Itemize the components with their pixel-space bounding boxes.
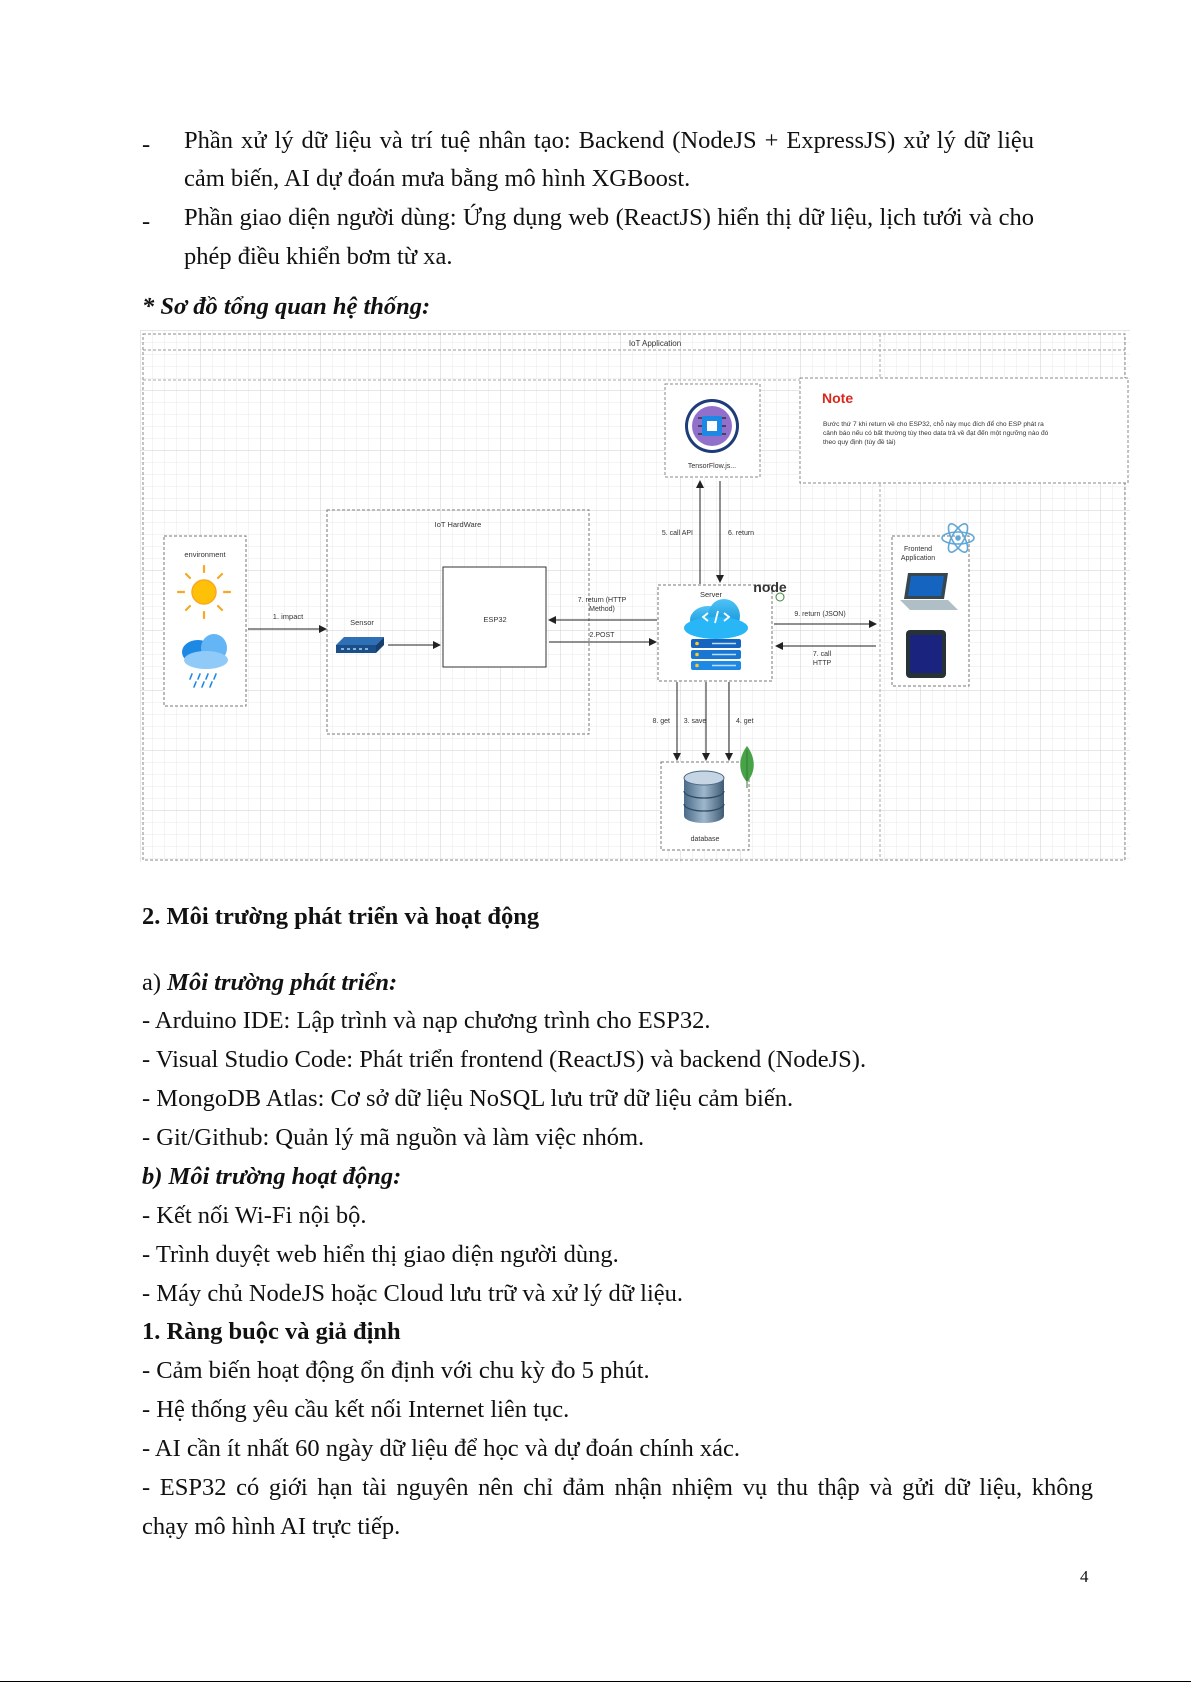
intro-bullet-1-line1: Phần xử lý dữ liệu và trí tuệ nhân tạo: Backend (NodeJS + ExpressJS) xử lý dữ liệu [184, 127, 1034, 154]
dev-env-prefix: a) [142, 969, 168, 996]
environment-box [164, 536, 246, 706]
note-line-3: theo quy định (tùy đề tài) [823, 439, 896, 446]
get8-label: 8. get [652, 718, 670, 725]
sensor-label: Sensor [350, 618, 374, 627]
constraint-continuation: chạy mô hình AI trực tiếp. [142, 1513, 401, 1540]
server-label: Server [699, 590, 723, 599]
note-line-2: cảnh báo nếu có bất thường tùy theo data trả về đạt đến một ngưỡng nào đó [823, 430, 1049, 437]
note-line-1: Bước thứ 7 khi return về cho ESP32, chỗ này mục đích để cho ESP phát ra [823, 421, 1044, 428]
frontend-label-line2: Application [900, 555, 936, 562]
esp32-label: ESP32 [483, 615, 507, 624]
call-http-label-line2: HTTP [812, 660, 832, 667]
constraint-item-3: - AI cần ít nhất 60 ngày dữ liệu để học và dự đoán chính xác. [142, 1435, 741, 1462]
tensorflow-label: TensorFlow.js... [687, 463, 737, 470]
tablet-icon [906, 630, 946, 678]
impact-label: 1. impact [272, 612, 304, 621]
intro-bullet-2-line1: Phần giao diện người dùng: Ứng dụng web (ReactJS) hiển thị dữ liệu, lịch tưới và cho [184, 204, 1034, 231]
frontend-label-line1: Frontend [903, 546, 933, 553]
call-http-label-line1: 7. call [812, 651, 832, 658]
constraint-item-2: - Hệ thống yêu cầu kết nối Internet liên tục. [142, 1396, 570, 1423]
ai-brain-icon [685, 399, 739, 453]
environment-label: environment [184, 550, 226, 559]
nodejs-logo: node [753, 579, 787, 595]
iot-application-title: IoT Application [628, 339, 682, 348]
dev-env-heading [142, 966, 397, 1000]
op-env-title: b) Môi trường hoạt động: [142, 1163, 402, 1190]
section2-title: 2. Môi trường phát triển và hoạt động [142, 903, 540, 930]
op-env-item-3: - Máy chủ NodeJS hoặc Cloud lưu trữ và xử lý dữ liệu. [142, 1280, 683, 1307]
return-json-label: 9. return (JSON) [794, 611, 846, 618]
system-overview-diagram [140, 330, 1130, 862]
dev-env-item-1: - Arduino IDE: Lập trình và nạp chương trình cho ESP32. [142, 1007, 711, 1034]
return-http-label-line1: 7. return (HTTP [577, 597, 627, 604]
bullet-dash: - [142, 208, 151, 235]
dev-env-item-4: - Git/Github: Quản lý mã nguồn và làm việc nhóm. [142, 1124, 645, 1151]
constraint-item-4: - ESP32 có giới hạn tài nguyên nên chỉ đảm nhận nhiệm vụ thu thập và gửi dữ liệu, không [142, 1474, 1093, 1501]
get4-label: 4. get [736, 718, 754, 725]
database-label: database [690, 836, 720, 843]
database-icon [684, 771, 724, 823]
note-title: Note [822, 390, 854, 406]
constraint-item-1: - Cảm biến hoạt động ổn định với chu kỳ đo 5 phút. [142, 1357, 650, 1384]
constraints-title: 1. Ràng buộc và giả định [142, 1318, 401, 1345]
sensor-device-icon [336, 637, 384, 653]
op-env-item-1: - Kết nối Wi-Fi nội bộ. [142, 1202, 367, 1229]
save-label: 3. save [683, 718, 707, 725]
dev-env-item-3: - MongoDB Atlas: Cơ sở dữ liệu NoSQL lưu trữ dữ liệu cảm biến. [142, 1085, 794, 1112]
intro-bullet-2-line2: phép điều khiển bơm từ xa. [184, 243, 453, 270]
op-env-item-2: - Trình duyệt web hiển thị giao diện người dùng. [142, 1241, 619, 1268]
return6-label: 6. return [728, 530, 755, 537]
page-number: 4 [1080, 1567, 1089, 1586]
post-label: 2.POST [589, 632, 615, 639]
bullet-dash: - [142, 131, 151, 158]
diagram-heading: * Sơ đồ tổng quan hệ thống: [142, 293, 431, 320]
dev-env-item-2: - Visual Studio Code: Phát triển frontend (ReactJS) và backend (NodeJS). [142, 1046, 867, 1073]
iot-hardware-title: IoT HardWare [434, 520, 482, 529]
return-http-label-line2: Method) [589, 606, 615, 613]
footer-rule [0, 1681, 1191, 1682]
dev-env-title: Môi trường phát triển: [167, 969, 398, 996]
intro-bullet-1-line2: cảm biến, AI dự đoán mưa bằng mô hình XGBoost. [184, 165, 691, 192]
call-api-label: 5. call API [661, 530, 693, 537]
